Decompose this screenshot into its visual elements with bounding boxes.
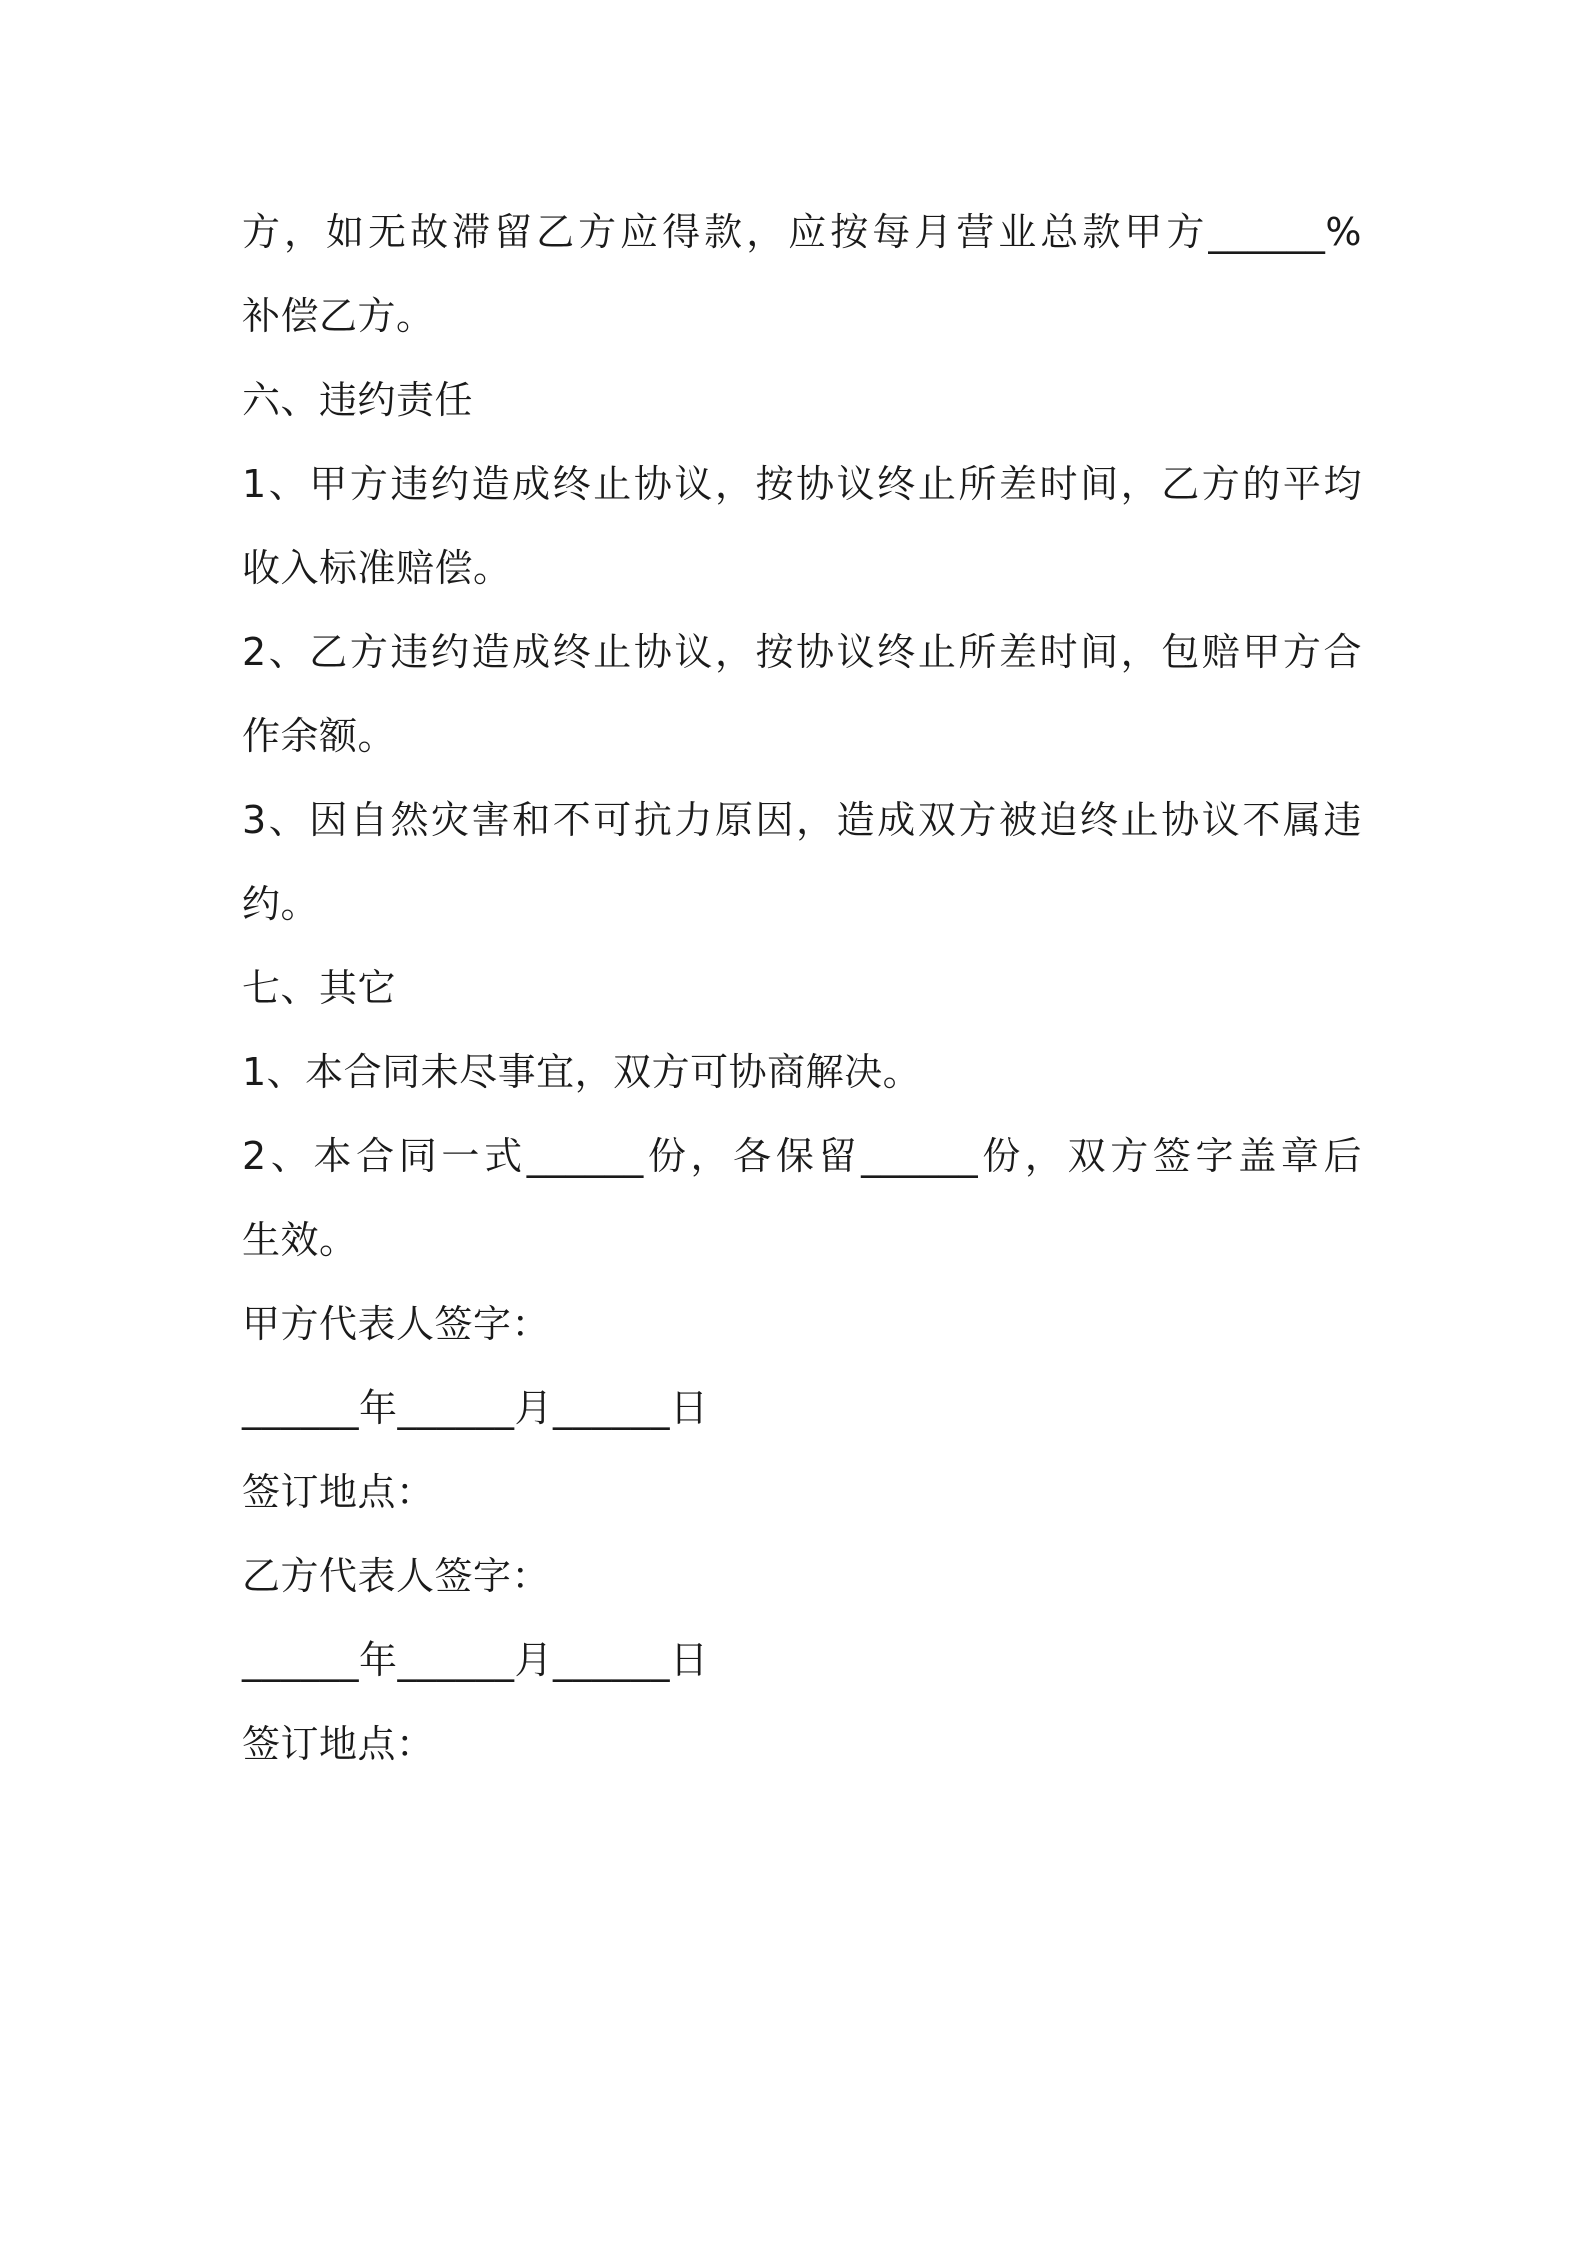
section-heading: 七、其它 xyxy=(242,966,397,1010)
party-a-date-line: ______年______月______日 xyxy=(242,1386,709,1430)
party-b-date-line: ______年______月______日 xyxy=(242,1638,709,1682)
text-line: 2、本合同一式______份，各保留______份，双方签字盖章后 xyxy=(242,1134,1362,1178)
text-line: 方，如无故滞留乙方应得款，应按每月营业总款甲方______% xyxy=(242,210,1362,254)
party-a-signature-label: 甲方代表人签字： xyxy=(242,1302,551,1346)
document-page xyxy=(242,190,1362,1786)
text-line: 补偿乙方。 xyxy=(242,294,435,338)
party-a-location-label: 签订地点： xyxy=(242,1470,435,1514)
text-line: 2、乙方违约造成终止协议，按协议终止所差时间，包赔甲方合 xyxy=(242,630,1362,674)
text-line: 约。 xyxy=(242,882,320,926)
text-line: 1、本合同未尽事宜，双方可协商解决。 xyxy=(242,1050,922,1094)
party-b-location-label: 签订地点： xyxy=(242,1722,435,1766)
text-line: 生效。 xyxy=(242,1218,358,1262)
text-line: 3、因自然灾害和不可抗力原因，造成双方被迫终止协议不属违 xyxy=(242,798,1362,842)
text-line: 收入标准赔偿。 xyxy=(242,546,512,590)
text-line: 1、甲方违约造成终止协议，按协议终止所差时间，乙方的平均 xyxy=(242,462,1362,506)
section-heading: 六、违约责任 xyxy=(242,378,474,422)
text-line: 作余额。 xyxy=(242,714,397,758)
party-b-signature-label: 乙方代表人签字： xyxy=(242,1554,551,1598)
